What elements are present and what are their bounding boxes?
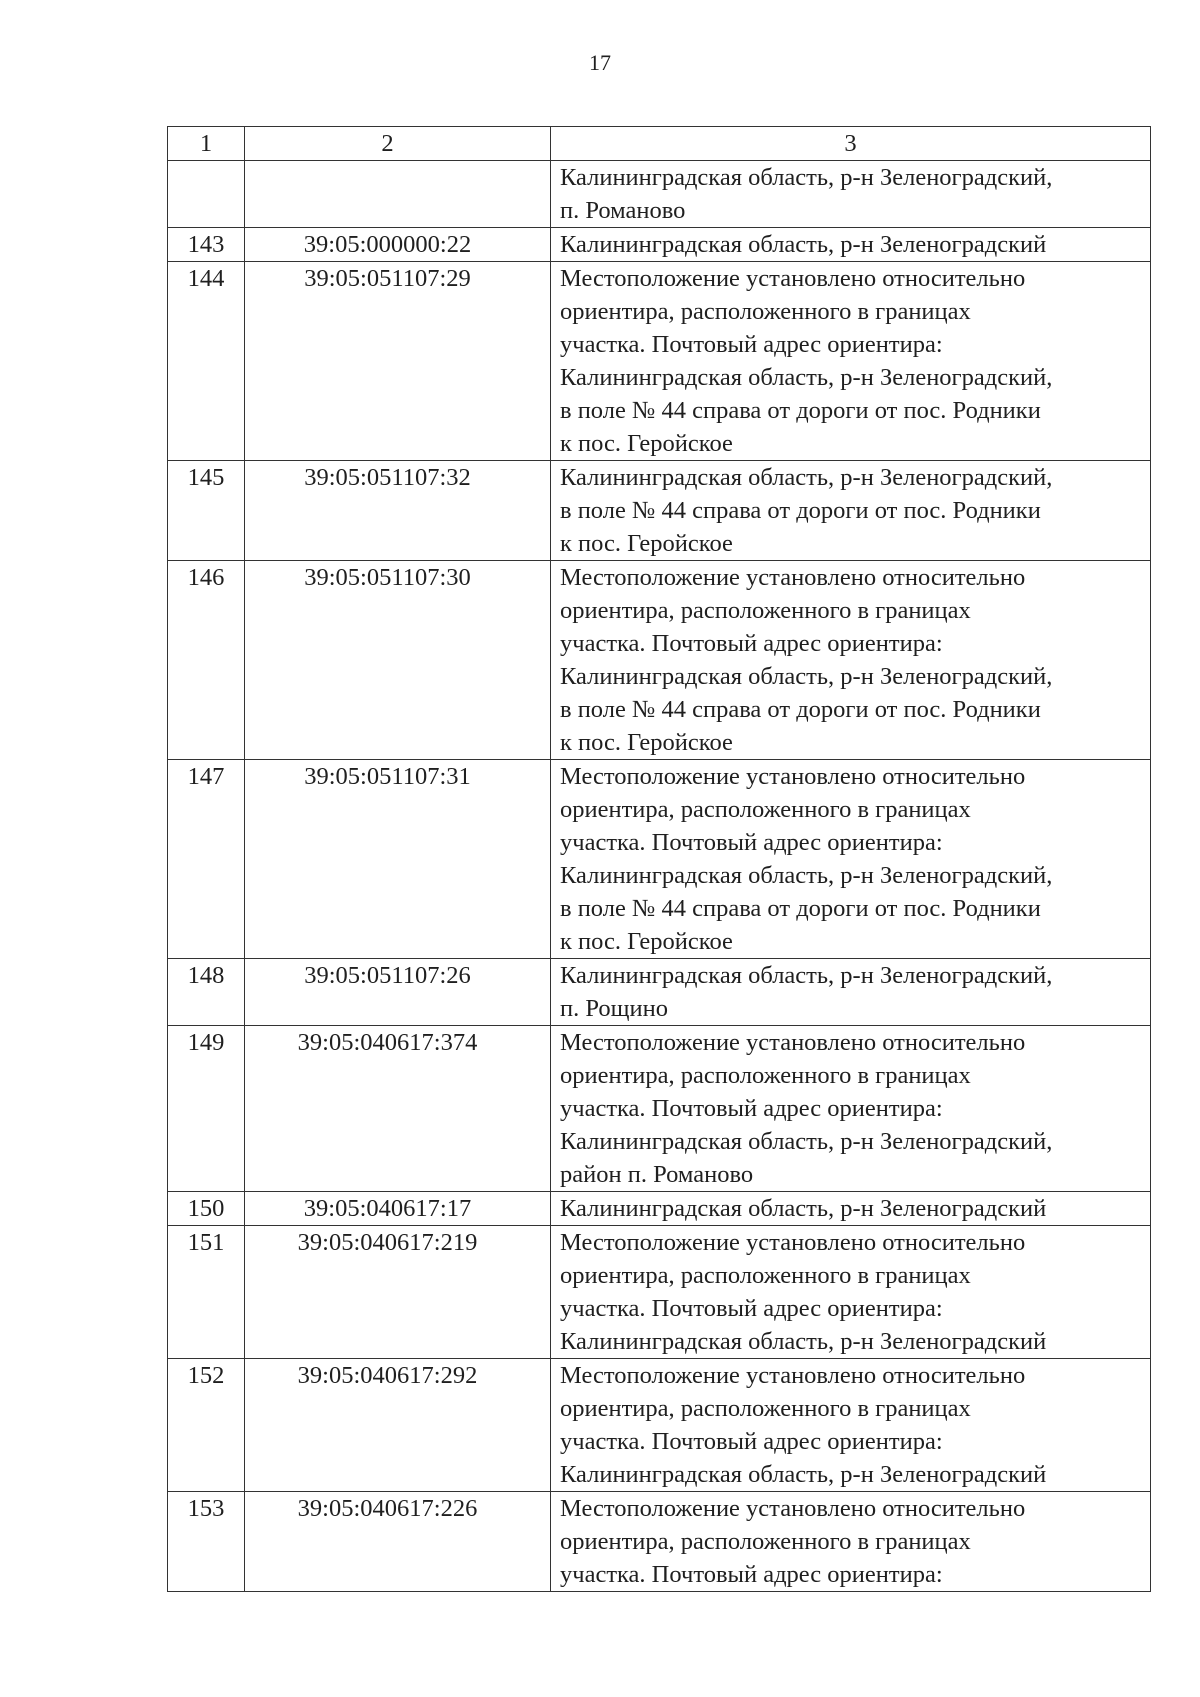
row-number-cell: 153 <box>168 1492 245 1592</box>
address-cell: Калининградская область, р-н Зеленоградский, в поле № 44 справа от дороги от пос. Родники к пос. Геройское <box>551 461 1151 561</box>
address-cell: Местоположение установлено относительно ориентира, расположенного в границах участка. Почтовый адрес ориентира: Калининградская область, р-н Зеленоградский, в поле № 44 справа от дороги от пос. Родники к пос. Геройское <box>551 561 1151 760</box>
address-cell: Калининградская область, р-н Зеленоградский, п. Романово <box>551 161 1151 228</box>
address-cell: Местоположение установлено относительно ориентира, расположенного в границах участка. Почтовый адрес ориентира: <box>551 1492 1151 1592</box>
address-cell: Местоположение установлено относительно ориентира, расположенного в границах участка. Почтовый адрес ориентира: Калининградская область, р-н Зеленоградский, в поле № 44 справа от дороги от пос. Родники к пос. Геройское <box>551 262 1151 461</box>
row-number-cell: 145 <box>168 461 245 561</box>
cadastral-number-cell: 39:05:040617:374 <box>245 1026 551 1192</box>
table-row <box>168 262 1151 461</box>
address-cell: Калининградская область, р-н Зеленоградский, п. Рощино <box>551 959 1151 1026</box>
header-col-3: 3 <box>551 127 1151 161</box>
address-cell: Местоположение установлено относительно ориентира, расположенного в границах участка. Почтовый адрес ориентира: Калининградская область, р-н Зеленоградский <box>551 1226 1151 1359</box>
address-cell: Местоположение установлено относительно ориентира, расположенного в границах участка. Почтовый адрес ориентира: Калининградская область, р-н Зеленоградский, в поле № 44 справа от дороги от пос. Родники к пос. Геройское <box>551 760 1151 959</box>
page-number: 17 <box>589 50 611 75</box>
table-row <box>168 760 1151 959</box>
table-row <box>168 1226 1151 1359</box>
table-body <box>168 127 1151 1592</box>
cadastral-number-cell: 39:05:051107:32 <box>245 461 551 561</box>
table-row <box>168 161 1151 228</box>
address-cell: Калининградская область, р-н Зеленоградский <box>551 228 1151 262</box>
cadastral-number-cell: 39:05:051107:31 <box>245 760 551 959</box>
header-col-2: 2 <box>245 127 551 161</box>
table-row <box>168 1192 1151 1226</box>
row-number-cell <box>168 161 245 228</box>
cadastral-number-cell: 39:05:040617:226 <box>245 1492 551 1592</box>
table-row <box>168 959 1151 1026</box>
row-number-cell: 147 <box>168 760 245 959</box>
address-cell: Калининградская область, р-н Зеленоградский <box>551 1192 1151 1226</box>
row-number-cell: 152 <box>168 1359 245 1492</box>
cadastral-number-cell: 39:05:051107:30 <box>245 561 551 760</box>
header-col-1: 1 <box>168 127 245 161</box>
row-number-cell: 144 <box>168 262 245 461</box>
row-number-cell: 148 <box>168 959 245 1026</box>
cadastral-number-cell: 39:05:051107:29 <box>245 262 551 461</box>
row-number-cell: 146 <box>168 561 245 760</box>
table-header-row <box>168 127 1151 161</box>
row-number-cell: 149 <box>168 1026 245 1192</box>
address-cell: Местоположение установлено относительно ориентира, расположенного в границах участка. Почтовый адрес ориентира: Калининградская область, р-н Зеленоградский <box>551 1359 1151 1492</box>
table-row <box>168 1492 1151 1592</box>
row-number-cell: 151 <box>168 1226 245 1359</box>
table-row <box>168 461 1151 561</box>
row-number-cell: 143 <box>168 228 245 262</box>
cadastral-number-cell: 39:05:040617:17 <box>245 1192 551 1226</box>
table-row <box>168 561 1151 760</box>
cadastral-number-cell <box>245 161 551 228</box>
cadastral-number-cell: 39:05:040617:292 <box>245 1359 551 1492</box>
land-plots-table <box>167 126 1151 1592</box>
cadastral-number-cell: 39:05:000000:22 <box>245 228 551 262</box>
cadastral-number-cell: 39:05:040617:219 <box>245 1226 551 1359</box>
row-number-cell: 150 <box>168 1192 245 1226</box>
table-row <box>168 1026 1151 1192</box>
cadastral-number-cell: 39:05:051107:26 <box>245 959 551 1026</box>
table-row <box>168 1359 1151 1492</box>
table-row <box>168 228 1151 262</box>
address-cell: Местоположение установлено относительно ориентира, расположенного в границах участка. Почтовый адрес ориентира: Калининградская область, р-н Зеленоградский, район п. Романово <box>551 1026 1151 1192</box>
